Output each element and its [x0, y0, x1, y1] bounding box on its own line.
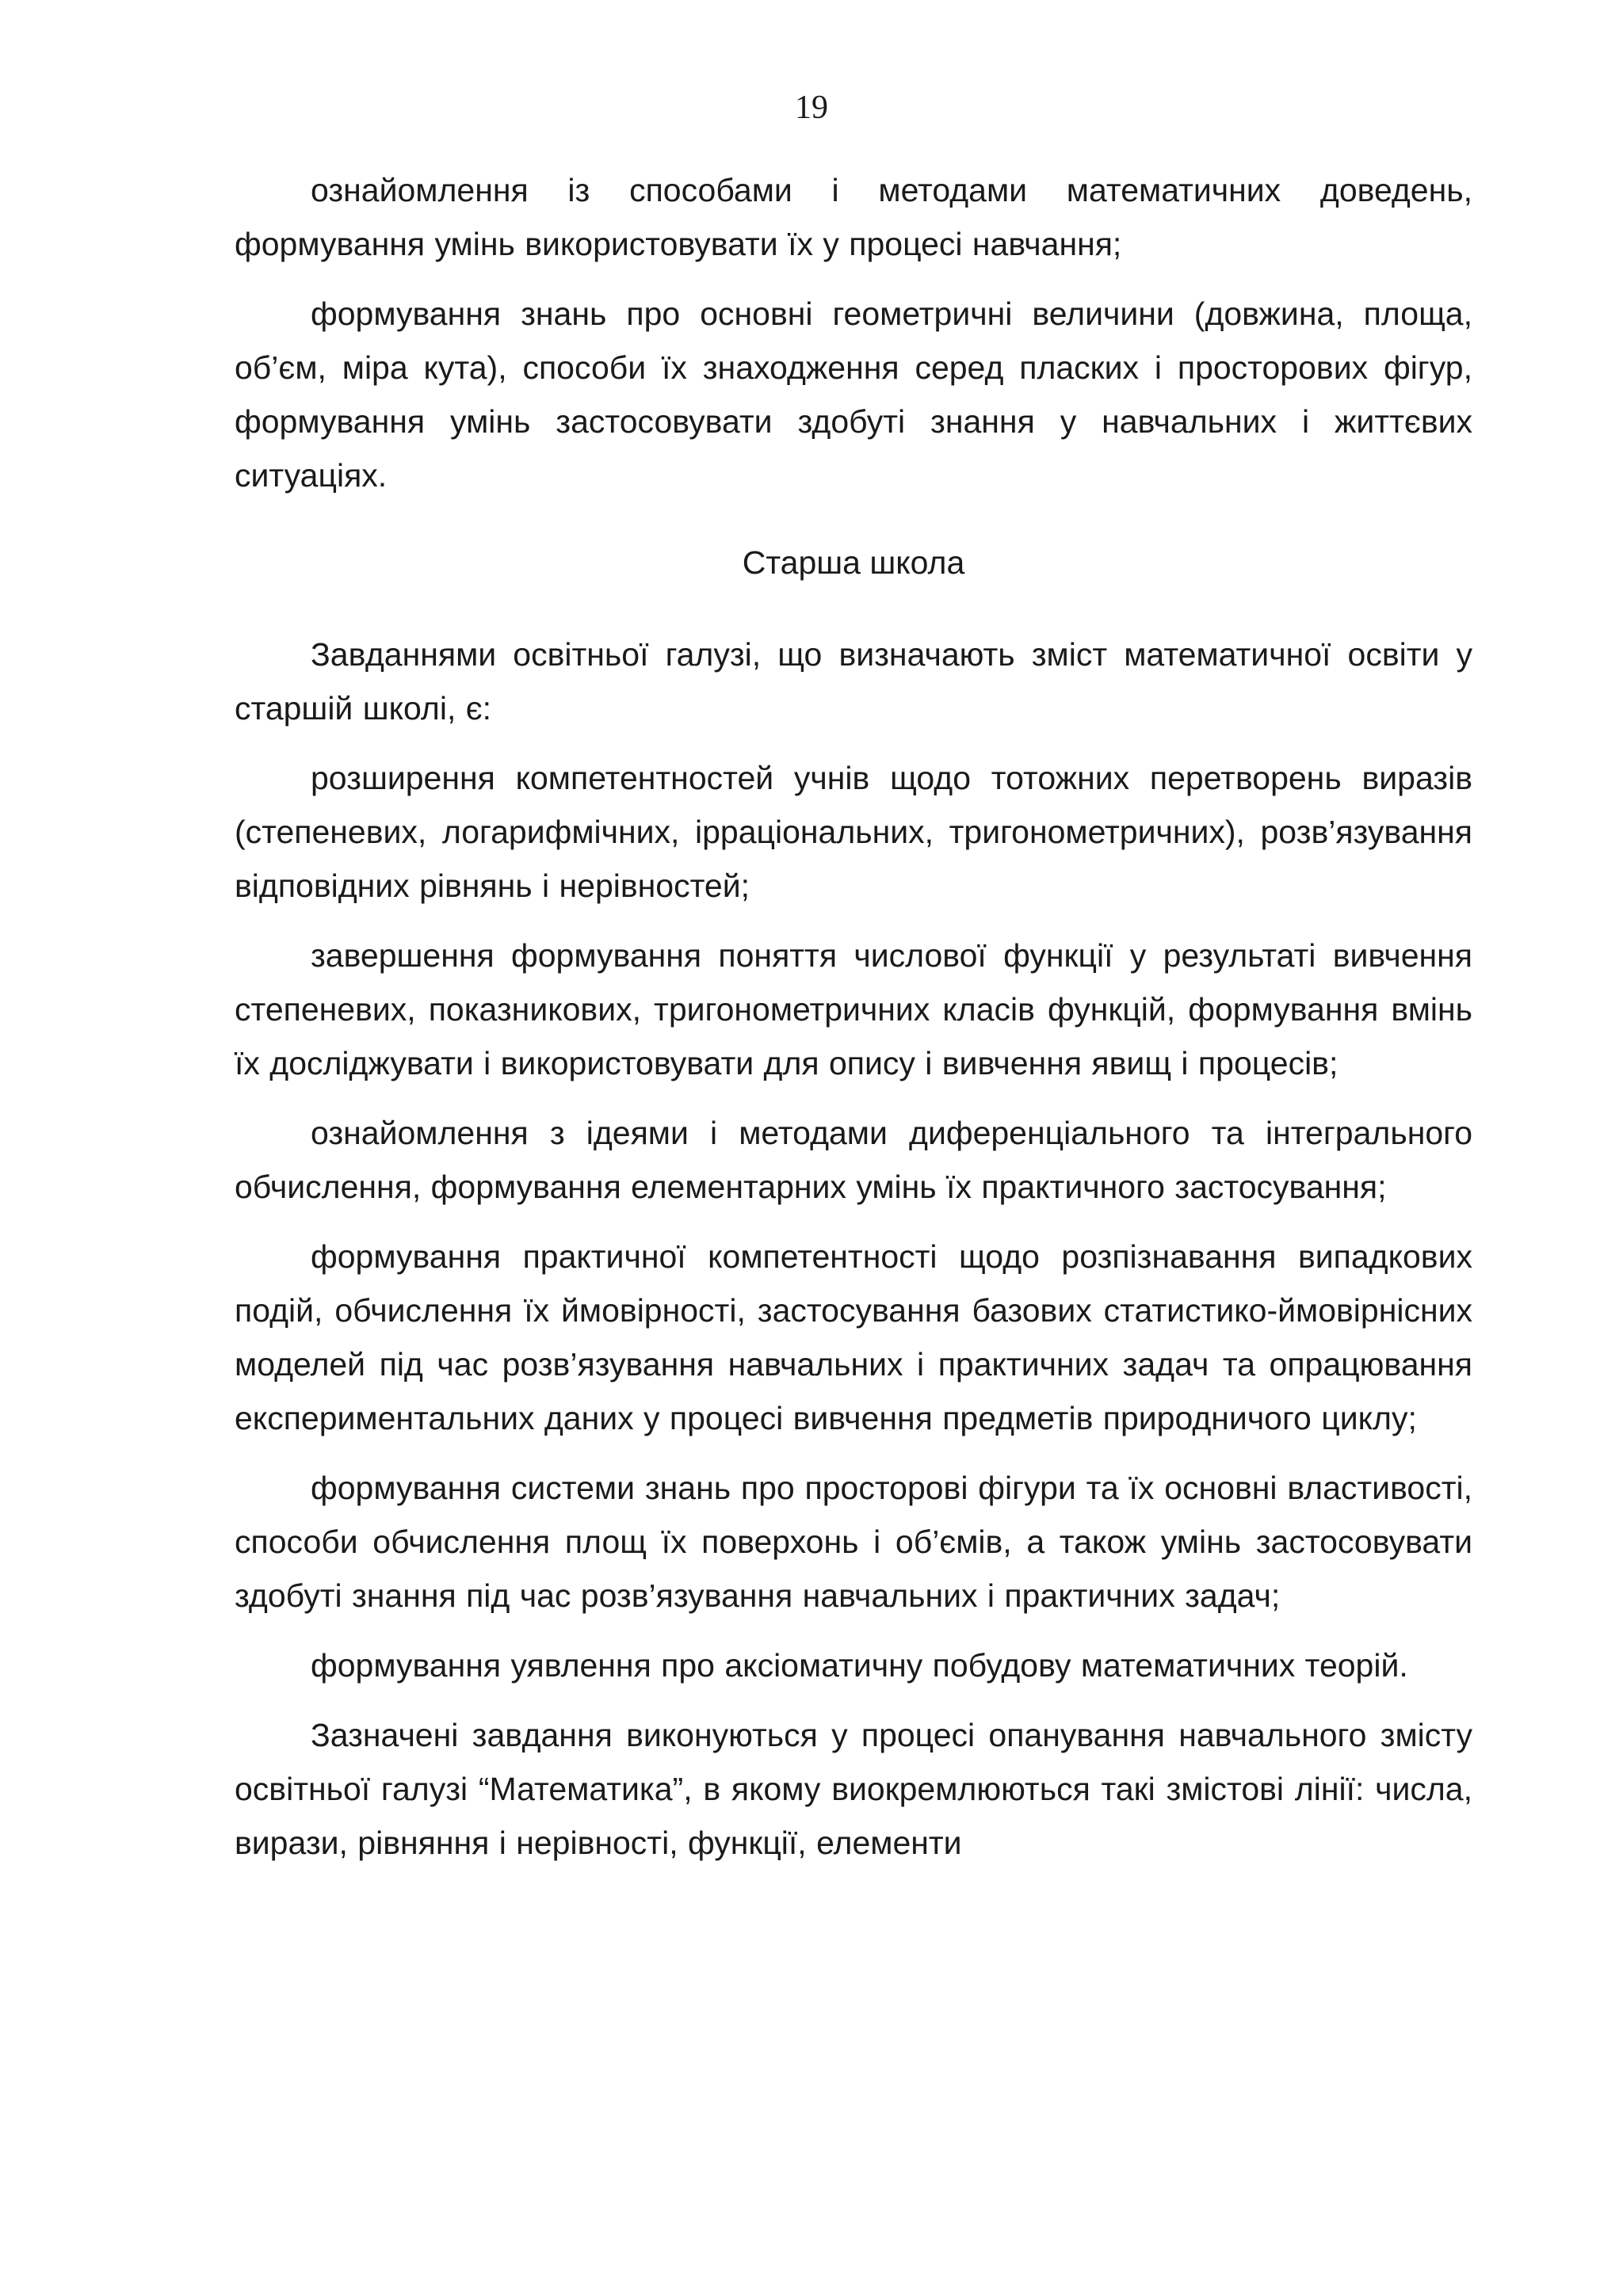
paragraph: формування уявлення про аксіоматичну побудову математичних теорій.: [311, 1647, 1408, 1684]
section-heading: Старша школа: [742, 544, 965, 581]
paragraph: ознайомлення з ідеями і методами диференціального та інтегрального обчислення, формування елементарних умінь їх практичного застосування;: [235, 1115, 1472, 1205]
paragraph: формування знань про основні геометричні величини (довжина, площа, об’єм, міра кута), способи їх знаходження серед пласких і просторових фігур, формування умінь застосовувати здобуті знання у навчальних і життєвих ситуаціях.: [235, 296, 1472, 494]
paragraph: формування системи знань про просторові фігури та їх основні властивості, способи обчислення площ їх поверхонь і об’ємів, а також умінь застосовувати здобуті знання під час розв’язування навчальних і практичних задач;: [235, 1470, 1472, 1614]
paragraph: розширення компетентностей учнів щодо тотожних перетворень виразів (степеневих, логарифмічних, ірраціональних, тригонометричних), розв’язування відповідних рівнянь і нерівностей;: [235, 760, 1472, 904]
page-number: 19: [795, 90, 828, 126]
paragraph: ознайомлення із способами і методами математичних доведень, формування умінь використовувати їх у процесі навчання;: [235, 172, 1472, 262]
page-body: [235, 163, 1472, 1886]
paragraph: завершення формування поняття числової функції у результаті вивчення степеневих, показникових, тригонометричних класів функцій, формування вмінь їх досліджувати і використовувати для опису і вивчення явищ і процесів;: [235, 937, 1472, 1081]
paragraph: Зазначені завдання виконуються у процесі опанування навчального змісту освітньої галузі “Математика”, в якому виокремлюються такі змістові лінії: числа, вирази, рівняння і нерівності, функції, елементи: [235, 1717, 1472, 1861]
paragraph: формування практичної компетентності щодо розпізнавання випадкових подій, обчислення їх ймовірності, застосування базових статистико-ймовірнісних моделей під час розв’язування навчальних і практичних задач та опрацювання експериментальних даних у процесі вивчення предметів природничого циклу;: [235, 1238, 1472, 1436]
paragraph: Завданнями освітньої галузі, що визначають зміст математичної освіти у старшій школі, є:: [235, 636, 1472, 727]
